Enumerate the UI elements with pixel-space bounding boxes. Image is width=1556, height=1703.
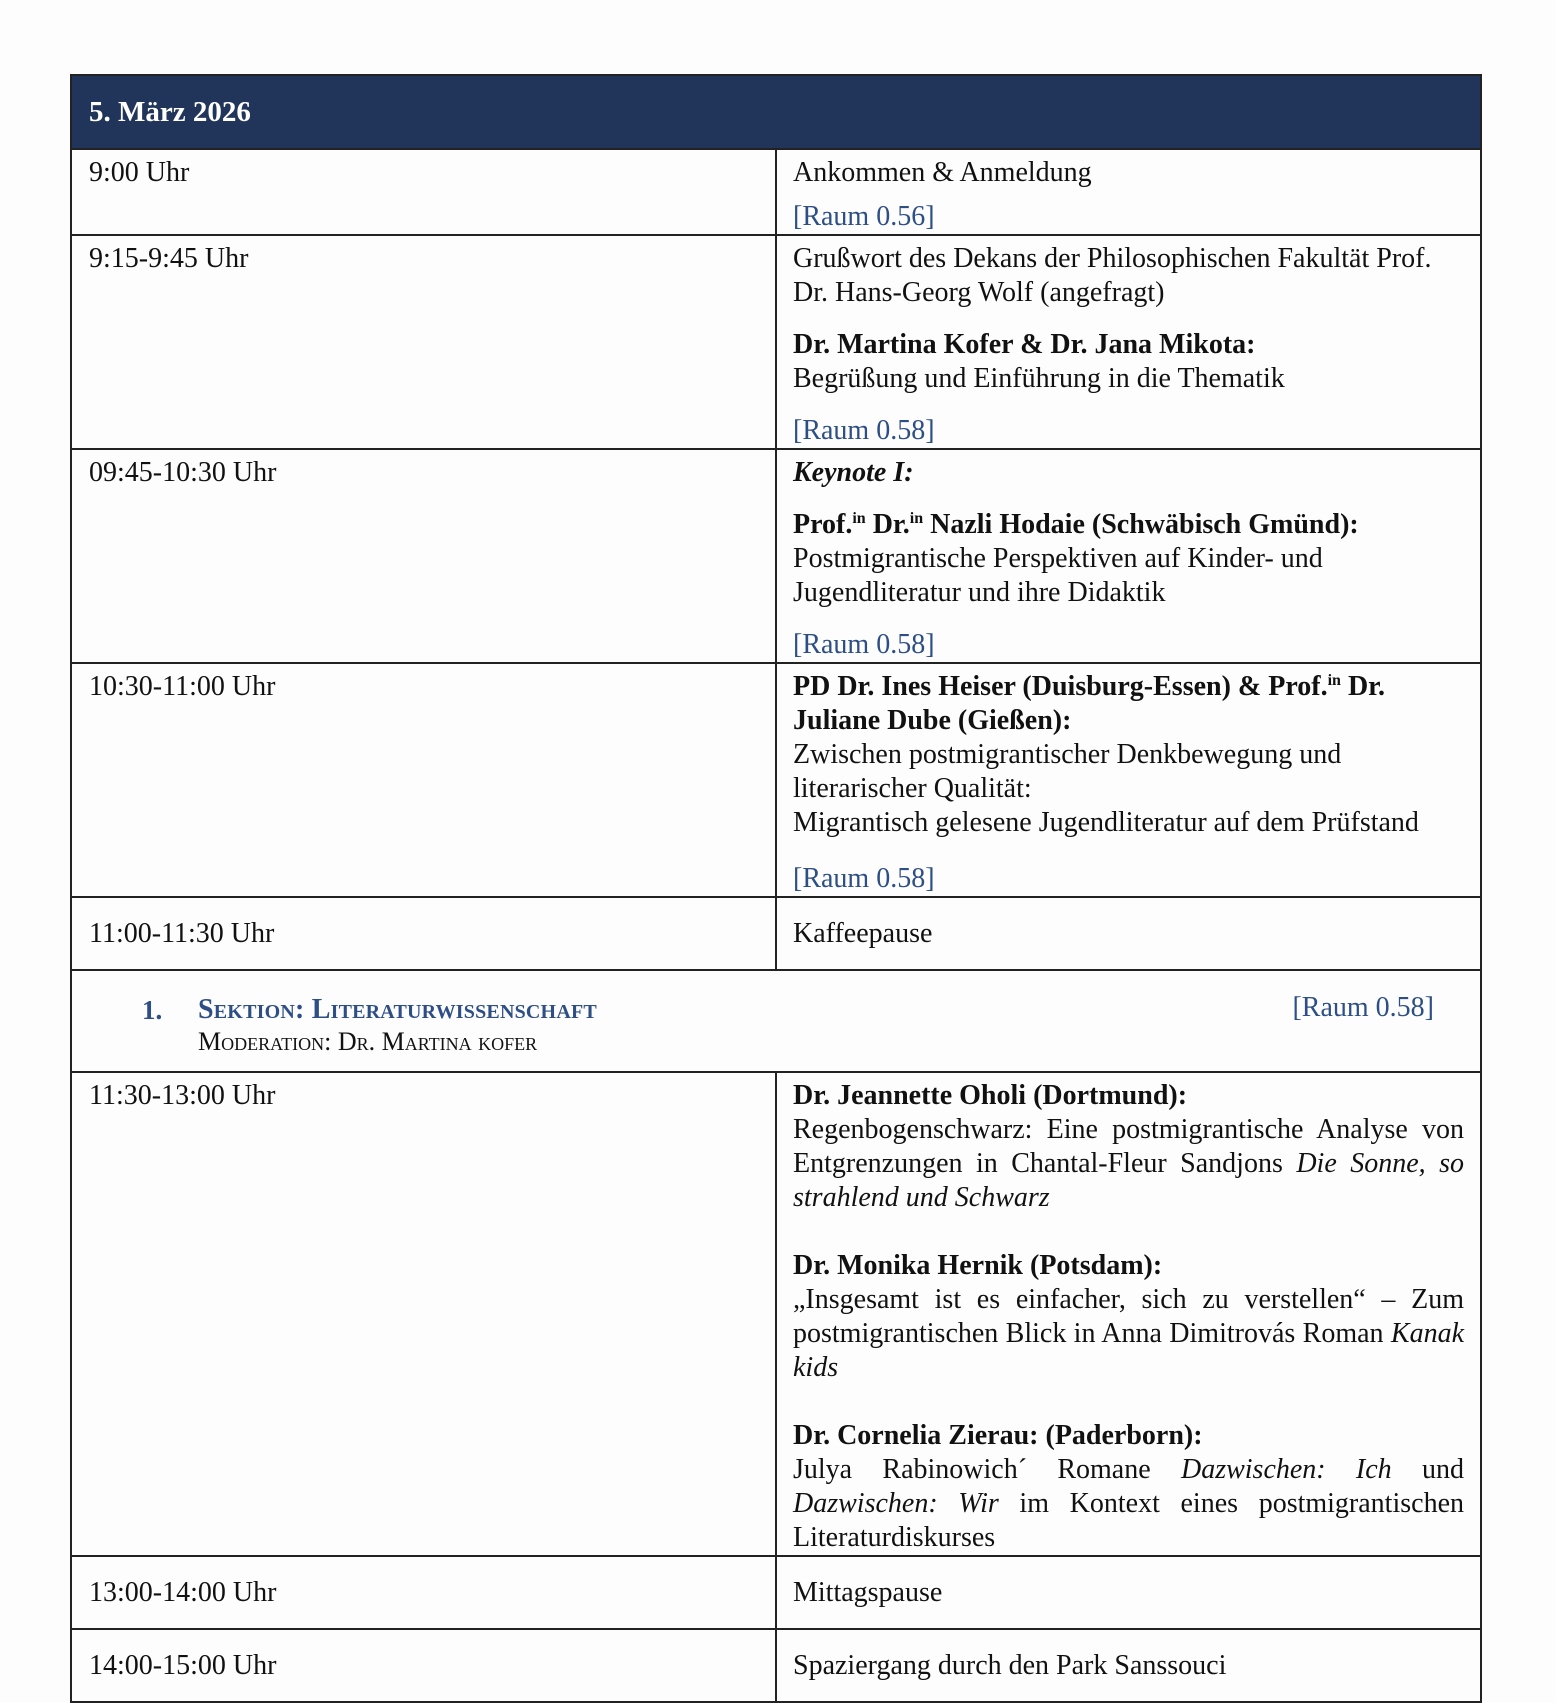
item-text: Ankommen & Anmeldung <box>793 157 1092 188</box>
talk-title-line-1: Zwischen postmigrantischer Denkbewegung und literarischer Qualität: <box>793 739 1342 804</box>
content-cell: Mittagspause <box>776 1556 1481 1629</box>
time-cell: 9:00 Uhr <box>71 149 776 235</box>
greeting-text: Grußwort des Dekans der Philosophischen Fakultät Prof. Dr. Hans-Georg Wolf (angefragt) <box>793 243 1432 308</box>
section-header-row <box>71 970 1481 1072</box>
table-row <box>71 663 1481 897</box>
speaker-name: Dr. Monika Hernik (Potsdam): <box>793 1250 1163 1281</box>
time-cell: 11:30-13:00 Uhr <box>71 1072 776 1556</box>
speaker-name: Dr. Jeannette Oholi (Dortmund): <box>793 1080 1188 1111</box>
content-cell <box>776 1072 1481 1556</box>
content-cell: Spaziergang durch den Park Sanssouci <box>776 1629 1481 1702</box>
room-label: [Raum 0.58] <box>793 415 935 446</box>
time-cell: 09:45-10:30 Uhr <box>71 449 776 663</box>
section-title: Sektion: Literaturwissenschaft <box>198 994 597 1025</box>
speaker-name: Dr. Cornelia Zierau: (Paderborn): <box>793 1420 1203 1451</box>
content-cell <box>776 449 1481 663</box>
date-header: 5. März 2026 <box>71 75 1481 149</box>
content-cell <box>776 663 1481 897</box>
table-row <box>71 235 1481 449</box>
keynote-label: Keynote I: <box>793 457 914 488</box>
talk-title: Regenbogenschwarz: Eine postmigrantische Analyse von Entgrenzungen in Chantal-Fleur Sandjons Die Sonne, so strahlend und Schwarz <box>793 1114 1464 1213</box>
time-cell: 13:00-14:00 Uhr <box>71 1556 776 1629</box>
talk-title-line-2: Migrantisch gelesene Jugendliteratur auf dem Prüfstand <box>793 807 1419 838</box>
content-cell <box>776 235 1481 449</box>
section-room: [Raum 0.58] <box>1292 992 1434 1023</box>
table-row <box>71 1072 1481 1556</box>
table-row <box>71 1629 1481 1702</box>
content-cell <box>776 149 1481 235</box>
room-label: [Raum 0.58] <box>793 629 935 660</box>
talk-title: Postmigrantische Perspektiven auf Kinder- und Jugendliteratur und ihre Didaktik <box>793 543 1323 608</box>
table-row <box>71 1556 1481 1629</box>
section-moderation: Moderation: Dr. Martina kofer <box>198 1027 538 1056</box>
date-header-row <box>71 75 1481 149</box>
table-row <box>71 149 1481 235</box>
table-row <box>71 897 1481 970</box>
table-row <box>71 449 1481 663</box>
speaker-name: Prof.$^{in}$ Dr.$^{in}$ Nazli Hodaie (Schwäbisch Gmünd): <box>793 509 1359 540</box>
talk-title: Julya Rabinowich´ Romane Dazwischen: Ich und Dazwischen: Wir im Kontext eines postmigrantischen Literaturdiskurses <box>793 1454 1464 1553</box>
time-cell: 14:00-15:00 Uhr <box>71 1629 776 1702</box>
program-table <box>70 74 1482 1703</box>
time-cell: 11:00-11:30 Uhr <box>71 897 776 970</box>
speaker-name: PD Dr. Ines Heiser (Duisburg-Essen) & Prof.$^{in}$ Dr. Juliane Dube (Gießen): <box>793 671 1386 736</box>
section-header <box>71 970 1481 1072</box>
content-cell: Kaffeepause <box>776 897 1481 970</box>
time-cell: 9:15-9:45 Uhr <box>71 235 776 449</box>
section-number: 1. <box>142 995 163 1025</box>
room-label: [Raum 0.56] <box>793 201 935 232</box>
talk-title: „Insgesamt ist es einfacher, sich zu verstellen“ – Zum postmigrantischen Blick in Anna Dimitrovás Roman Kanak kids <box>793 1284 1464 1383</box>
time-cell: 10:30-11:00 Uhr <box>71 663 776 897</box>
room-label: [Raum 0.58] <box>793 863 935 894</box>
talk-title: Begrüßung und Einführung in die Thematik <box>793 363 1285 394</box>
speaker-name: Dr. Martina Kofer & Dr. Jana Mikota: <box>793 329 1256 360</box>
